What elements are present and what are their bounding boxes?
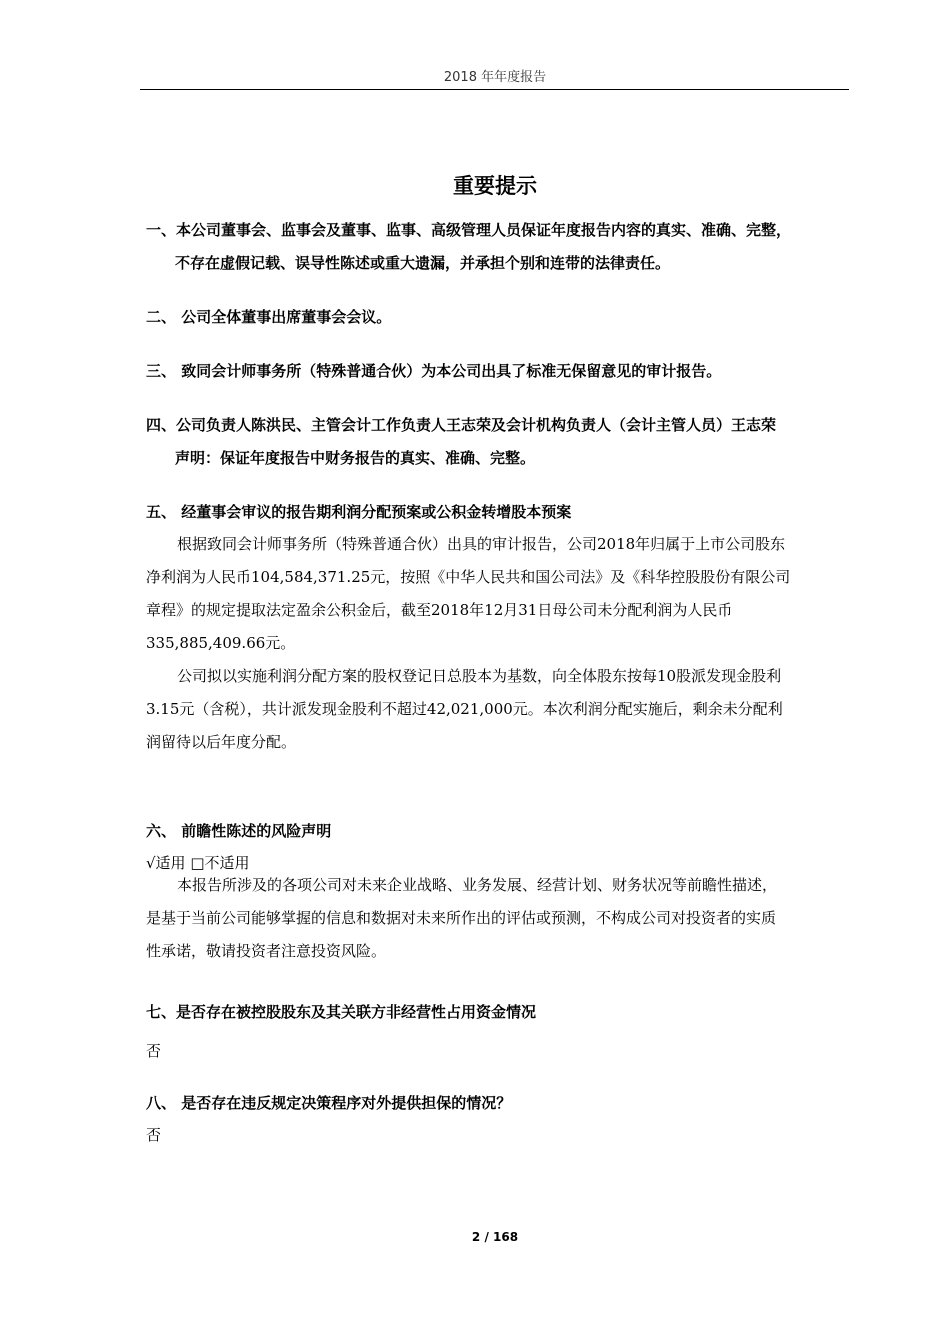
- section-7-heading: 七、是否存在被控股股东及其关联方非经营性占用资金情况: [146, 1003, 537, 1021]
- section-5-paragraph-2-line: 3.15元（含税），共计派发现金股利不超过42,021,000元。本次利润分配实施后，剩余未分配利: [146, 700, 783, 718]
- page-number: 2 / 168: [471, 1230, 519, 1244]
- section-5-paragraph-1-line: 335,885,409.66元。: [146, 634, 296, 652]
- page-title: 重要提示: [453, 174, 537, 198]
- page-header: 2018 年年度报告: [443, 70, 547, 85]
- section-7-answer: 否: [146, 1042, 162, 1060]
- section-5-paragraph-2-line: 公司拟以实施利润分配方案的股权登记日总股本为基数，向全体股东按每10股派发现金股利: [177, 667, 782, 685]
- section-6-heading: 六、 前瞻性陈述的风险声明: [146, 822, 332, 840]
- section-1-line-1: 一、本公司董事会、监事会及董事、监事、高级管理人员保证年度报告内容的真实、准确、完整，: [146, 221, 792, 239]
- section-5-paragraph-1-line: 根据致同会计师事务所（特殊普通合伙）出具的审计报告，公司2018年归属于上市公司股东: [177, 535, 786, 553]
- header-divider: [140, 89, 849, 90]
- section-8-heading: 八、 是否存在违反规定决策程序对外提供担保的情况？: [146, 1094, 512, 1112]
- section-6-paragraph-line: 本报告所涉及的各项公司对未来企业战略、业务发展、经营计划、财务状况等前瞻性描述，: [177, 876, 778, 894]
- section-2-text: 二、 公司全体董事出席董事会会议。: [146, 308, 392, 326]
- section-8-answer: 否: [146, 1126, 162, 1144]
- section-4-line-2: 声明：保证年度报告中财务报告的真实、准确、完整。: [175, 449, 536, 467]
- section-6-paragraph-line: 性承诺，敬请投资者注意投资风险。: [146, 942, 387, 960]
- section-5-paragraph-2-line: 润留待以后年度分配。: [146, 733, 297, 751]
- section-3-text: 三、 致同会计师事务所（特殊普通合伙）为本公司出具了标准无保留意见的审计报告。: [146, 362, 722, 380]
- section-4-line-1: 四、公司负责人陈洪民、主管会计工作负责人王志荣及会计机构负责人（会计主管人员）王志荣: [146, 416, 777, 434]
- section-1-line-2: 不存在虚假记载、误导性陈述或重大遗漏，并承担个别和连带的法律责任。: [175, 254, 671, 272]
- section-6-paragraph-line: 是基于当前公司能够掌握的信息和数据对未来所作出的评估或预测，不构成公司对投资者的实质: [146, 909, 777, 927]
- section-5-paragraph-1-line: 章程》的规定提取法定盈余公积金后，截至2018年12月31日母公司未分配利润为人民币: [146, 601, 733, 619]
- section-5-heading: 五、 经董事会审议的报告期利润分配预案或公积金转增股本预案: [146, 503, 572, 521]
- applicable-checkbox-line: √适用 □不适用: [146, 854, 250, 872]
- section-5-paragraph-1-line: 净利润为人民币104,584,371.25元，按照《中华人民共和国公司法》及《科华控股股份有限公司: [146, 568, 791, 586]
